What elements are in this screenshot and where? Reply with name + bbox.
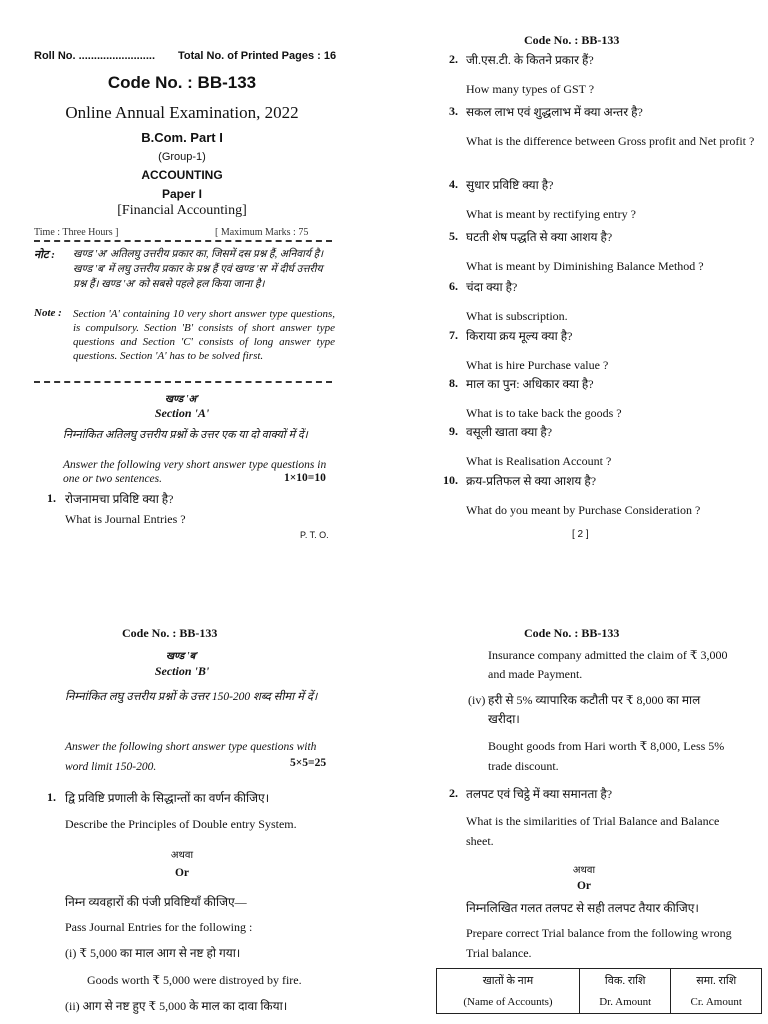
course: B.Com. Part I	[141, 130, 223, 145]
header-dr-hi: विक. राशि	[580, 969, 671, 992]
note-hi-label: नोट :	[34, 249, 55, 261]
question-en: What is subscription.	[466, 309, 568, 323]
roll-number: Roll No. .........................	[34, 50, 156, 62]
continued-line-1: Insurance company admitted the claim of ₹ 3,000	[488, 648, 728, 662]
divider	[34, 381, 332, 383]
question-number: 1.	[47, 491, 56, 505]
instruction-en: Answer the following short answer type questions with word limit 150-200.	[65, 741, 317, 773]
question-number: 3.	[449, 104, 458, 118]
continued-line-2: and made Payment.	[488, 667, 583, 681]
table-header-row	[437, 969, 762, 992]
pass-entries-en: Pass Journal Entries for the following :	[65, 920, 253, 934]
question-hi: सुधार प्रविष्टि क्या है?	[466, 178, 554, 192]
question-en: What is Realisation Account ?	[466, 454, 612, 468]
time: Time : Three Hours ]	[34, 227, 119, 238]
question-hi: चंदा क्या है?	[466, 280, 518, 294]
question-number: 1.	[47, 790, 56, 804]
question-number: 10.	[443, 473, 458, 487]
question-number: 5.	[449, 229, 458, 243]
question-hi: वसूली खाता क्या है?	[466, 425, 553, 439]
page-number: [ 2 ]	[572, 529, 589, 540]
question-en: What do you meant by Purchase Consideration ?	[466, 503, 701, 517]
or-en: Or	[576, 880, 592, 892]
item-4-label: (iv)	[468, 693, 486, 707]
marks: 1×10=10	[284, 472, 326, 484]
max-marks: [ Maximum Marks : 75	[215, 227, 309, 238]
question-number: 8.	[449, 376, 458, 390]
question-en: Describe the Principles of Double entry System.	[65, 817, 297, 831]
question-en: What is hire Purchase value ?	[466, 358, 609, 372]
pto: P. T. O.	[300, 530, 329, 540]
question-en: What is the difference between Gross profit and Net profit ?	[466, 134, 755, 148]
item-4-hi-1: हरी से 5% व्यापारिक कटौती पर ₹ 8,000 का माल	[488, 693, 701, 707]
or-hi: अथवा	[170, 850, 194, 861]
section-en: Section 'B'	[154, 664, 210, 678]
code-number: Code No. : BB-133	[122, 626, 218, 640]
subject: ACCOUNTING	[141, 168, 223, 182]
prepare-hi: निम्नलिखित गलत तलपट से सही तलपट तैयार कीजिए।	[466, 901, 699, 915]
section-en: Section 'A'	[154, 406, 210, 420]
group: (Group-1)	[158, 151, 206, 163]
question-hi: सकल लाभ एवं शुद्धलाभ में क्या अन्तर है?	[466, 105, 643, 119]
question-en-2: sheet.	[466, 834, 494, 848]
question-hi: क्रय-प्रतिफल से क्या आशय है?	[466, 474, 597, 488]
pass-entries-hi: निम्न व्यवहारों की पंजी प्रविष्टियाँ कीजिए—	[65, 895, 247, 909]
question-number: 7.	[449, 328, 458, 342]
paper-title: [Financial Accounting]	[117, 203, 247, 218]
or-hi: अथवा	[572, 865, 596, 876]
item-1-hi: (i) ₹ 5,000 का माल आग से नष्ट हो गया।	[65, 946, 241, 960]
header-cr-hi: समा. राशि	[671, 969, 762, 992]
divider	[34, 240, 332, 242]
table-header-row	[437, 991, 762, 1014]
note-en-label: Note :	[34, 307, 62, 319]
prepare-en-2: Trial balance.	[466, 946, 532, 960]
question-number: 2.	[449, 52, 458, 66]
code-number: Code No. : BB-133	[107, 73, 257, 92]
question-en: How many types of GST ?	[466, 82, 595, 96]
note-hi: खण्ड 'अ' अतिलघु उत्तरीय प्रकार का, जिसमें दस प्रश्न हैं, अनिवार्य है। खण्ड 'ब' में लघु उत्तरीय प्रकार के प्रश्न हैं एवं खण्ड 'स' में दीर्घ उत्तरीय प्रश्न हैं। खण्ड 'अ' को सबसे पहले हल किया जाना है।	[73, 249, 324, 290]
item-4-en-2: trade discount.	[488, 759, 559, 773]
question-en: What is meant by Diminishing Balance Method ?	[466, 259, 704, 273]
question-number: 2.	[449, 786, 458, 800]
instruction-en: Answer the following very short answer type questions in one or two sentences.	[63, 459, 327, 485]
code-number: Code No. : BB-133	[524, 626, 620, 640]
header-dr-en: Dr. Amount	[580, 991, 671, 1014]
item-2-hi: (ii) आग से नष्ट हुए ₹ 5,000 के माल का दावा किया।	[65, 999, 288, 1013]
question-hi: जी.एस.टी. के कितने प्रकार हैं?	[466, 53, 594, 67]
question-number: 6.	[449, 279, 458, 293]
item-4-en-1: Bought goods from Hari worth ₹ 8,000, Less 5%	[488, 739, 725, 753]
header-name-hi: खातों के नाम	[437, 969, 580, 992]
question-hi: रोजनामचा प्रविष्टि क्या है?	[65, 492, 174, 506]
question-hi: माल का पुन: अधिकार क्या है?	[466, 377, 594, 391]
question-hi: तलपट एवं चिट्ठे में क्या समानता है?	[466, 787, 613, 801]
section-hi: खण्ड 'ब'	[165, 651, 199, 662]
item-4-hi-2: खरीदा।	[488, 712, 520, 726]
item-1-en: Goods worth ₹ 5,000 were distroyed by fire.	[87, 973, 302, 987]
question-hi: किराया क्रय मूल्य क्या है?	[466, 329, 573, 343]
or-en: Or	[174, 867, 190, 879]
question-en: What is to take back the goods ?	[466, 406, 622, 420]
page-3	[0, 580, 384, 1024]
printed-pages: Total No. of Printed Pages : 16	[178, 50, 337, 62]
question-en: What is meant by rectifying entry ?	[466, 207, 636, 221]
page-4	[384, 580, 768, 1024]
page-2	[384, 0, 768, 560]
header-cr-en: Cr. Amount	[671, 991, 762, 1014]
exam-title: Online Annual Examination, 2022	[65, 103, 299, 122]
instruction-hi: निम्नांकित लघु उत्तरीय प्रश्नों के उत्तर 150-200 शब्द सीमा में दें।	[65, 691, 318, 703]
instruction-hi: निम्नांकित अतिलघु उत्तरीय प्रश्नों के उत्तर एक या दो वाक्यों में दें।	[63, 429, 308, 441]
question-hi: घटती शेष पद्धति से क्या आशय है?	[466, 230, 613, 244]
note-en: Section 'A' containing 10 very short answer type questions, is compulsory. Section 'B' consists of short answer type questions and Section 'C' consists of long answer type questions. Section 'A' has to be solved first.	[73, 308, 335, 362]
question-hi: द्वि प्रविष्टि प्रणाली के सिद्धान्तों का वर्णन कीजिए।	[65, 791, 270, 805]
prepare-en-1: Prepare correct Trial balance from the following wrong	[466, 926, 732, 940]
marks: 5×5=25	[290, 757, 327, 769]
header-name-en: (Name of Accounts)	[437, 991, 580, 1014]
question-en-1: What is the similarities of Trial Balance and Balance	[466, 814, 720, 828]
section-hi: खण्ड 'अ'	[165, 394, 199, 405]
question-number: 4.	[449, 177, 458, 191]
paper: Paper I	[161, 187, 203, 201]
code-number: Code No. : BB-133	[524, 33, 620, 47]
question-number: 9.	[449, 424, 458, 438]
trial-balance-table	[436, 968, 762, 1014]
question-en: What is Journal Entries ?	[65, 512, 186, 526]
page-1	[0, 0, 384, 560]
